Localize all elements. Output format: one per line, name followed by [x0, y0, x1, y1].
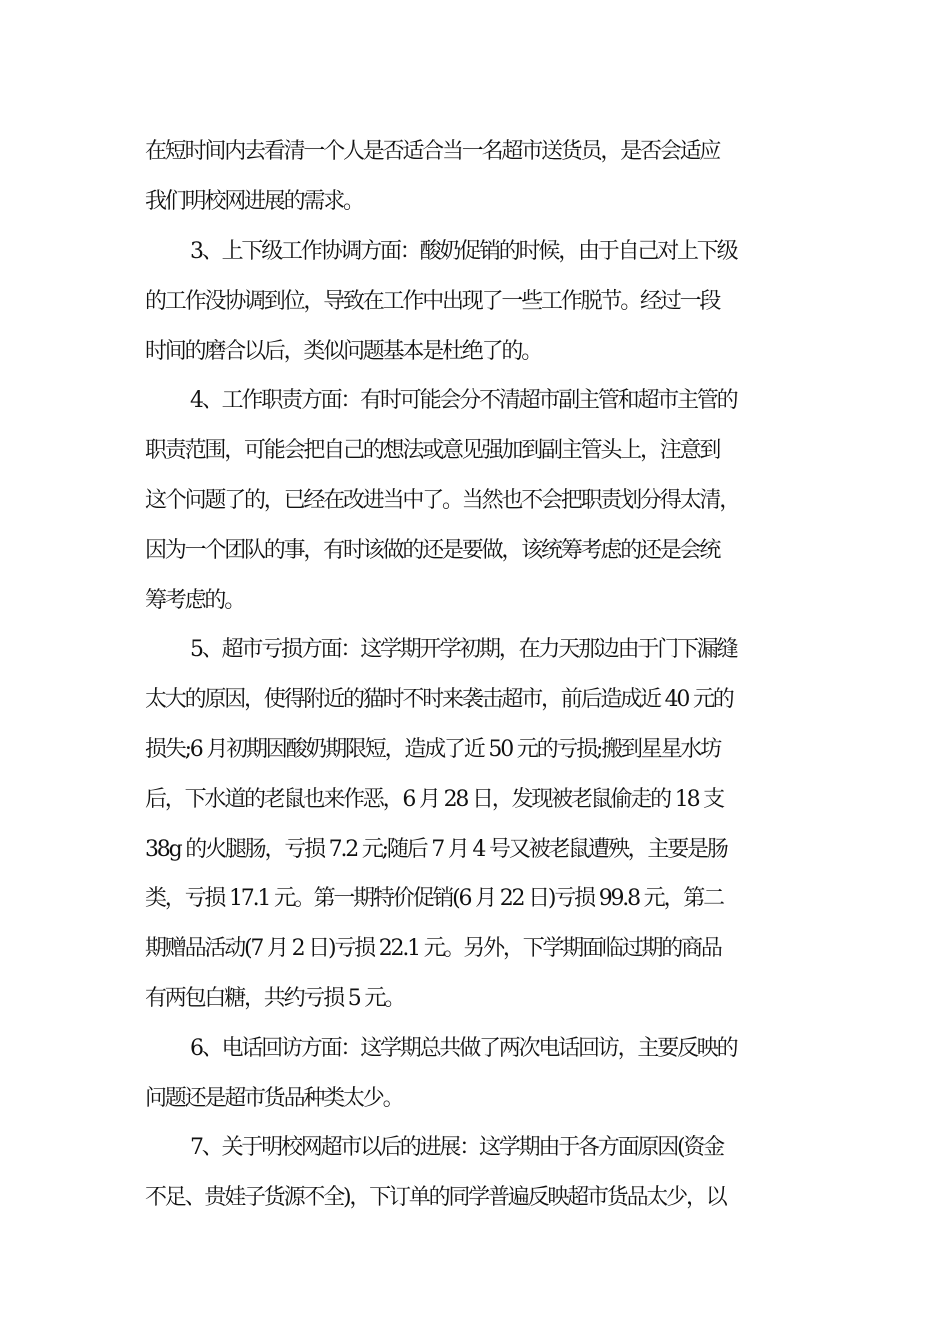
- text-line: 时间的磨合以后，类似问题基本是杜绝了的。: [145, 339, 542, 364]
- text-line: 有两包白糖，共约亏损 5 元。: [145, 986, 404, 1011]
- text-line: 38g 的火腿肠，亏损 7.2 元;随后 7 月 4 号又被老鼠遭殃，主要是肠: [145, 837, 727, 862]
- paragraph-6-first-line: 6、电话回访方面：这学期总共做了两次电话回访，主要反映的: [190, 1036, 737, 1061]
- text-line: 期赠品活动(7 月 2 日)亏损 22.1 元。另外，下学期面临过期的商品: [145, 936, 721, 961]
- text-line: 因为一个团队的事，有时该做的还是要做，该统筹考虑的还是会统: [145, 538, 720, 563]
- text-line: 的工作没协调到位，导致在工作中出现了一些工作脱节。经过一段: [145, 289, 720, 314]
- text-line: 职责范围，可能会把自己的想法或意见强加到副主管头上，注意到: [145, 438, 720, 463]
- text-line: 这个问题了的，已经在改进当中了。当然也不会把职责划分得太清，: [145, 488, 740, 513]
- paragraph-5-first-line: 5、超市亏损方面：这学期开学初期，在力天那边由于门下漏缝: [190, 637, 737, 662]
- paragraph-4-first-line: 4、工作职责方面：有时可能会分不清超市副主管和超市主管的: [190, 388, 737, 413]
- text-line: 筹考虑的。: [145, 588, 245, 613]
- text-line: 不足、贵娃子货源不全)，下订单的同学普遍反映超市货品太少，以: [145, 1185, 726, 1210]
- text-line: 问题还是超市货品种类太少。: [145, 1086, 403, 1111]
- text-line: 后，下水道的老鼠也来作恶，6 月 28 日，发现被老鼠偷走的 18 支: [145, 787, 723, 812]
- text-line: 在短时间内去看清一个人是否适合当一名超市送货员，是否会适应: [145, 139, 720, 164]
- paragraph-7-first-line: 7、关于明校网超市以后的进展：这学期由于各方面原因(资金: [190, 1135, 723, 1160]
- text-line: 我们明校网进展的需求。: [145, 189, 363, 214]
- text-line: 太大的原因，使得附近的猫时不时来袭击超市，前后造成近 40 元的: [145, 687, 733, 712]
- text-line: 损失;6 月初期因酸奶期限短，造成了近 50 元的亏损;搬到星星水坊: [145, 737, 720, 762]
- paragraph-3-first-line: 3、上下级工作协调方面：酸奶促销的时候，由于自己对上下级: [190, 239, 737, 264]
- text-line: 类，亏损 17.1 元。第一期特价促销(6 月 22 日)亏损 99.8 元，第二: [145, 886, 723, 911]
